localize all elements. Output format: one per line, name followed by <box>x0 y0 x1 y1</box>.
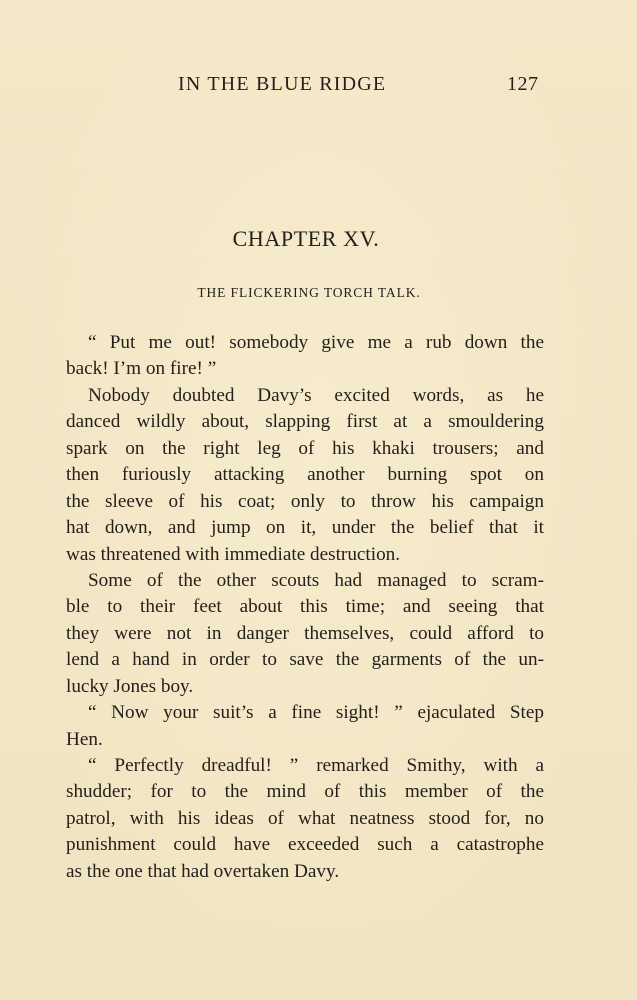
text-line: lend a hand in order to save the garments of the un- <box>66 649 544 671</box>
text-line: spark on the right leg of his khaki trousers; and <box>66 437 544 459</box>
text-line: back! I’m on fire! ” <box>66 358 217 380</box>
text-line: “ Put me out! somebody give me a rub down the <box>88 332 544 353</box>
text-line: they were not in danger themselves, could afford to <box>66 622 544 644</box>
text-line: “ Now your suit’s a fine sight! ” ejaculated Step <box>88 702 544 724</box>
text-line: punishment could have exceeded such a catastrophe <box>66 834 544 856</box>
page-number: 127 <box>507 73 539 95</box>
text-line: Some of the other scouts had managed to scram- <box>88 569 544 591</box>
text-line: the sleeve of his coat; only to throw his campaign <box>66 490 544 512</box>
text-line: patrol, with his ideas of what neatness stood for, no <box>66 807 544 829</box>
text-line: as the one that had overtaken Davy. <box>66 860 340 882</box>
text-line: Hen. <box>66 728 103 750</box>
text-line: ble to their feet about this time; and seeing that <box>66 596 544 618</box>
chapter-title: CHAPTER XV. <box>232 226 380 251</box>
text-line: “ Perfectly dreadful! ” remarked Smithy, with a <box>88 755 544 776</box>
text-line: shudder; for to the mind of this member of the <box>66 781 544 803</box>
text-line: danced wildly about, slapping first at a smouldering <box>66 411 544 433</box>
text-line: hat down, and jump on it, under the belief that it <box>66 517 544 539</box>
body-text <box>66 330 544 885</box>
running-head-title: IN THE BLUE RIDGE <box>178 73 387 95</box>
text-line: Nobody doubted Davy’s excited words, as he <box>88 384 544 406</box>
chapter-subtitle: THE FLICKERING TORCH TALK. <box>197 285 421 300</box>
text-line: was threatened with immediate destruction. <box>66 543 401 565</box>
text-line: then furiously attacking another burning spot on <box>66 464 544 486</box>
text-line: lucky Jones boy. <box>66 675 194 697</box>
